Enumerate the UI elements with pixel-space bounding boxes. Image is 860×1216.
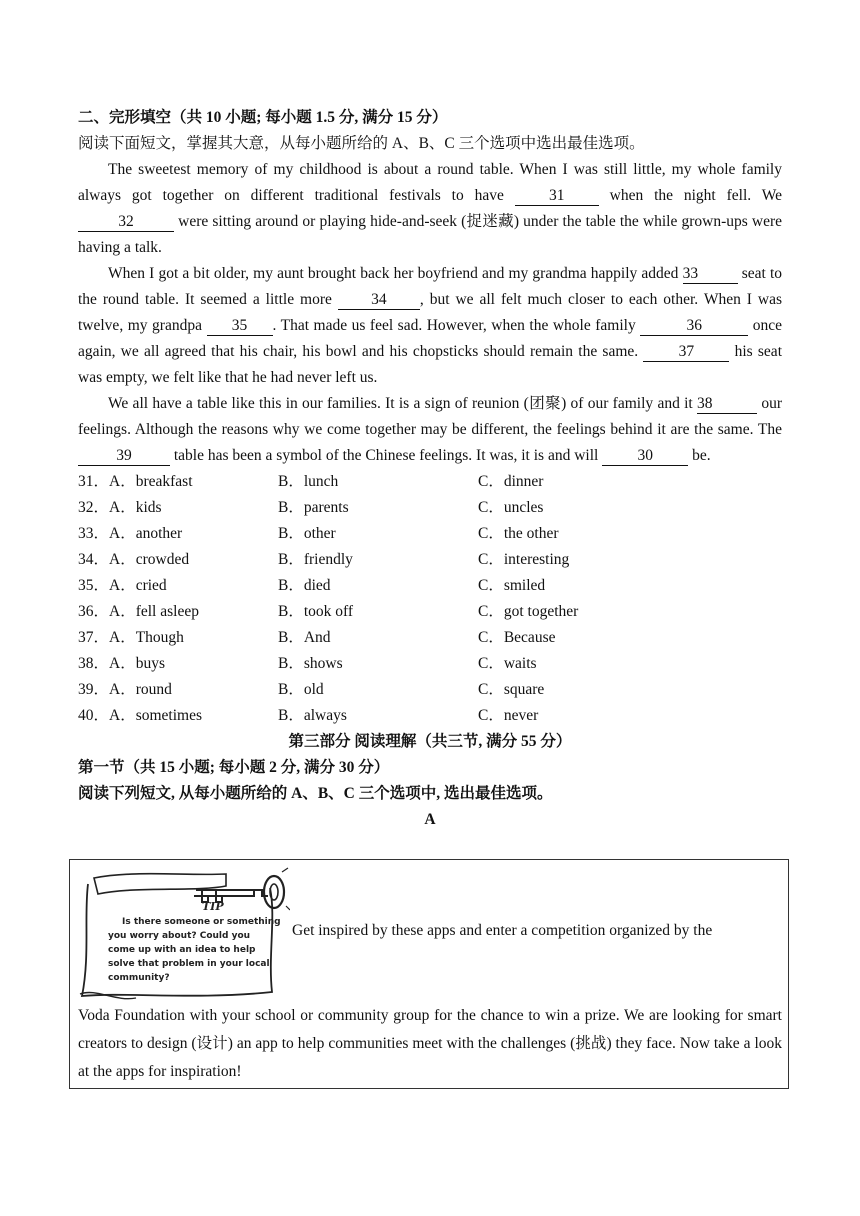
option-b: B．took off — [278, 603, 354, 620]
exam-page — [78, 105, 782, 833]
option-a: A．Though — [109, 629, 184, 646]
option-b: B．always — [278, 707, 347, 724]
option-a: A．cried — [109, 577, 167, 594]
option-c: C．the other — [478, 525, 559, 542]
option-row — [78, 521, 782, 547]
question-number: 40． — [78, 707, 110, 724]
question-number: 37． — [78, 629, 110, 646]
part3-section1: 第一节（共 15 小题; 每小题 2 分, 满分 30 分） — [78, 759, 390, 776]
option-a: A．another — [109, 525, 183, 542]
passage-a-first-line: Get inspired by these apps and enter a competition organized by the — [292, 922, 713, 939]
option-b: B．And — [278, 629, 331, 646]
tip-label: TIP — [202, 900, 224, 913]
cloze-paragraph-3: We all have a table like this in our families. It is a sign of reunion (团聚) of our family and it 38 our feelings. Although the reasons why we come together may be different, the feelings behind it are the same. The 39 table has been a symbol of the Chinese feelings. It was, it is and will 30 be. — [78, 395, 782, 464]
option-c: C．square — [478, 681, 545, 698]
question-number: 32． — [78, 499, 110, 516]
option-row — [78, 469, 782, 495]
blank-38: 38 — [697, 394, 757, 414]
option-b: B．parents — [278, 499, 349, 516]
tip-note-illustration — [76, 866, 290, 1006]
option-row — [78, 703, 782, 729]
option-c: C．uncles — [478, 499, 544, 516]
question-number: 38． — [78, 655, 110, 672]
question-number: 33． — [78, 525, 110, 542]
option-row — [78, 573, 782, 599]
option-c: C．smiled — [478, 577, 546, 594]
option-row — [78, 599, 782, 625]
passage-a-box — [69, 859, 789, 1089]
options-list — [78, 469, 782, 729]
question-number: 39． — [78, 681, 110, 698]
question-number: 36． — [78, 603, 110, 620]
tip-text: Is there someone or something you worry about? Could you come up with an idea to help solve that problem in your local community? — [108, 917, 281, 983]
question-number: 31． — [78, 473, 110, 490]
blank-35: 35 — [207, 316, 273, 336]
option-c: C．Because — [478, 629, 556, 646]
part3-instruction: 阅读下列短文, 从每小题所给的 A、B、C 三个选项中, 选出最佳选项。 — [78, 785, 553, 802]
option-row — [78, 495, 782, 521]
passage-a-body: Voda Foundation with your school or community group for the chance to win a prize. We are looking for smart creators to design (设计) an app to help communities meet with the challenges (挑战) they face. Now take a look at the apps for inspiration! — [78, 1007, 782, 1080]
option-a: A．breakfast — [109, 473, 193, 490]
option-c: C．got together — [478, 603, 579, 620]
option-b: B．other — [278, 525, 336, 542]
passage-letter: A — [424, 811, 436, 828]
option-row — [78, 677, 782, 703]
blank-32: 32 — [78, 212, 174, 232]
section2-instruction: 阅读下面短文，掌握其大意，从每小题所给的 A、B、C 三个选项中选出最佳选项。 — [78, 135, 645, 152]
option-a: A．buys — [109, 655, 165, 672]
option-b: B．shows — [278, 655, 343, 672]
option-a: A．round — [109, 681, 172, 698]
question-number: 34． — [78, 551, 110, 568]
part3-title: 第三部分 阅读理解（共三节, 满分 55 分） — [288, 733, 572, 750]
cloze-paragraph-2: When I got a bit older, my aunt brought back her boyfriend and my grandma happily added 33 seat to the round table. It seemed a little more 34 , but we all felt much closer to each other. When I was twelve, my grandpa 35 . That made us feel sad. However, when the whole family 36 once again, we all agreed that his chair, his bowl and his chopsticks should remain the same. 37 his seat was empty, we felt like that he had never left us. — [78, 265, 783, 386]
option-row — [78, 651, 782, 677]
section2-heading: 二、完形填空（共 10 小题; 每小题 1.5 分, 满分 15 分） — [78, 109, 448, 126]
blank-39: 39 — [78, 446, 170, 466]
option-b: B．lunch — [278, 473, 339, 490]
blank-30: 30 — [602, 446, 688, 466]
blank-31: 31 — [515, 186, 599, 206]
option-b: B．died — [278, 577, 331, 594]
blank-36: 36 — [640, 316, 748, 336]
question-number: 35． — [78, 577, 110, 594]
option-c: C．dinner — [478, 473, 544, 490]
option-row — [78, 625, 782, 651]
option-b: B．old — [278, 681, 324, 698]
option-a: A．kids — [109, 499, 162, 516]
option-a: A．sometimes — [109, 707, 203, 724]
blank-34: 34 — [338, 290, 420, 310]
blank-33: 33 — [683, 264, 738, 284]
option-c: C．never — [478, 707, 539, 724]
option-a: A．fell asleep — [109, 603, 199, 620]
option-row — [78, 547, 782, 573]
option-c: C．waits — [478, 655, 537, 672]
option-a: A．crowded — [109, 551, 190, 568]
blank-37: 37 — [643, 342, 729, 362]
option-b: B．friendly — [278, 551, 353, 568]
option-c: C．interesting — [478, 551, 570, 568]
cloze-paragraph-1: The sweetest memory of my childhood is about a round table. When I was still little, my whole family always got together on different traditional festivals to have 31 when the night fell. We 32 were sitting around or playing hide-and-seek (捉迷藏) under the table the while grown-ups were having a talk. — [78, 161, 783, 256]
